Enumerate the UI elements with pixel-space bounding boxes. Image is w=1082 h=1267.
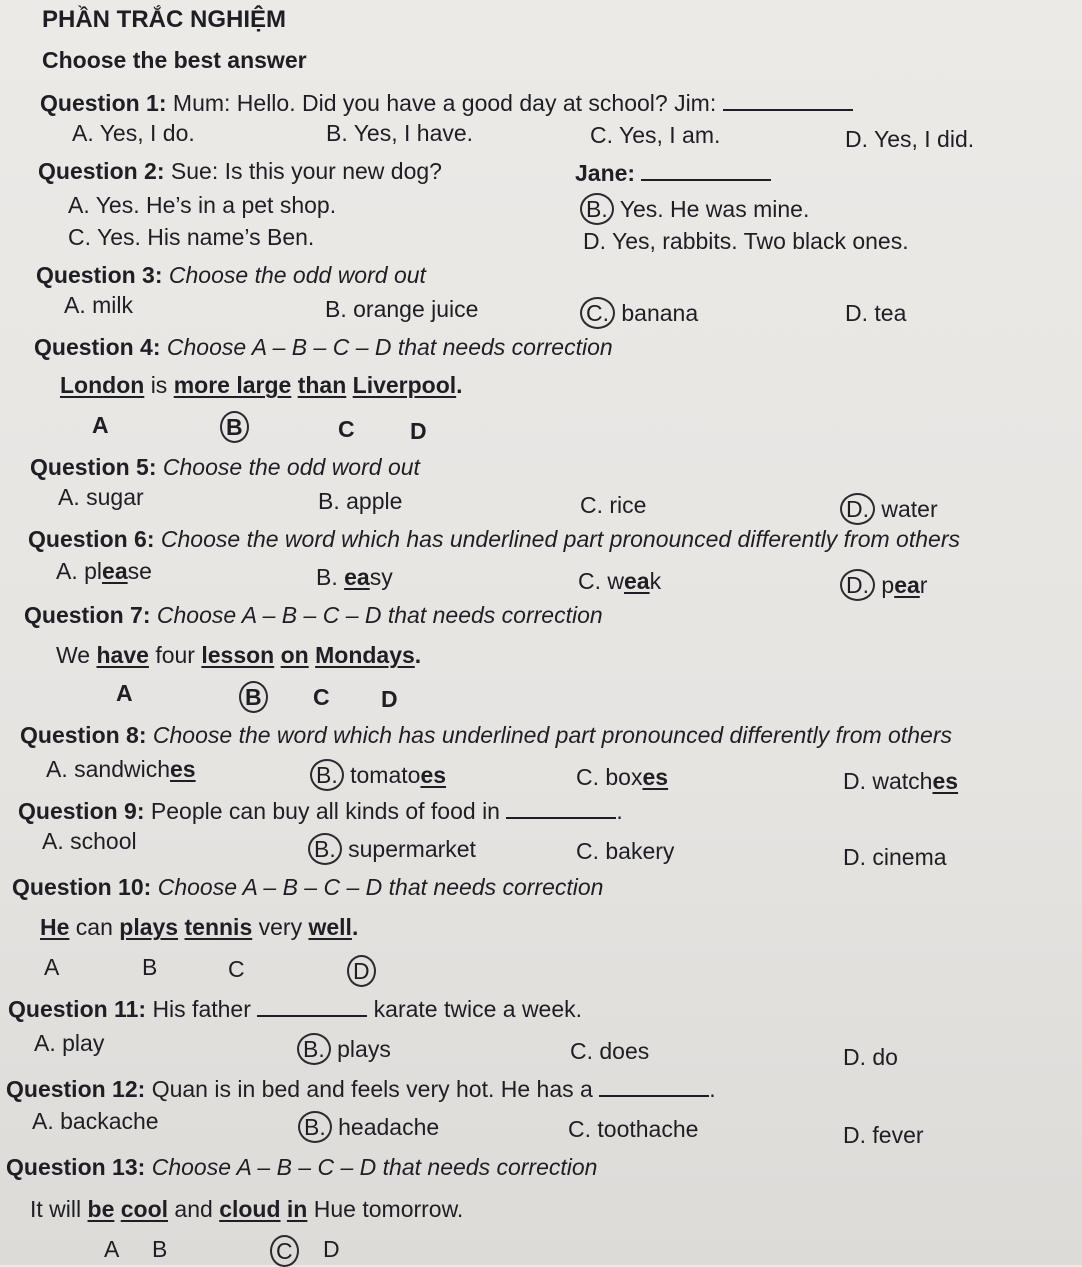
option-b[interactable]: B. orange juice [325,296,479,322]
circle-mark: B. [580,193,614,225]
option-a[interactable]: A. play [34,1030,105,1056]
question-7 [24,601,603,629]
answer-blank [506,799,616,819]
question-text: Choose the odd word out [168,262,426,288]
question-9: Question 9: People can buy all kinds of food in . [18,798,623,824]
label-a[interactable]: A [104,1236,120,1262]
question-number: Question 5: [30,454,157,480]
option-b[interactable] [585,193,809,225]
sentence: We have four lesson on Mondays. [56,642,422,668]
question-text: Choose A – B – C – D that needs correction [151,1154,598,1180]
question-number: Question 12: [6,1076,146,1102]
label-a[interactable]: A [116,680,133,706]
label-d[interactable]: D [410,418,427,444]
option-a[interactable]: A. sandwiches [46,756,196,782]
option-text: Yes. He was mine. [619,196,810,222]
option-b[interactable] [313,833,476,865]
option-b[interactable]: B. Yes, I have. [326,120,474,146]
option-c[interactable]: C. rice [580,492,647,518]
speaker-line [575,159,771,187]
question-text: His father [152,996,251,1022]
label-b[interactable]: B [142,954,158,980]
sentence: London is more large than Liverpool. [60,372,463,398]
option-c[interactable]: C. does [570,1038,650,1064]
option-d[interactable]: D. tea [845,300,907,326]
answer-blank [257,997,367,1017]
page-title: PHẦN TRẮC NGHIỆM [42,6,286,33]
question-text: Mum: Hello. Did you have a good day at school? Jim: [172,90,717,116]
question-5 [30,453,420,481]
option-a[interactable]: A. sugar [58,484,144,510]
option-b[interactable]: B. apple [318,488,403,514]
label-d[interactable]: D [323,1236,340,1262]
option-b[interactable] [303,1111,439,1143]
option-a[interactable]: A. Yes, I do. [72,120,195,146]
option-d[interactable]: D. do [843,1044,898,1070]
question-6 [28,525,960,553]
circle-mark: B. [308,833,342,865]
option-b[interactable]: B. easy [316,564,393,590]
question-number: Question 7: [24,602,151,628]
option-d[interactable]: D. watches [843,768,959,794]
question-text: Sue: Is this your new dog? [170,158,442,184]
question-number: Question 13: [6,1154,146,1180]
option-a[interactable]: A. milk [64,292,133,318]
question-number: Question 2: [38,158,165,184]
question-11: Question 11: His father karate twice a week. [8,996,583,1022]
option-c[interactable] [585,297,698,329]
question-1 [40,89,853,117]
option-text: plays [337,1036,391,1062]
label-c[interactable]: C [338,416,355,442]
circle-mark: B [239,681,268,713]
instructions: Choose the best answer [42,47,307,73]
option-d[interactable]: D. fever [843,1122,924,1148]
label-a[interactable]: A [92,412,109,438]
circle-mark: B. [298,1111,332,1143]
question-text: Quan is in bed and feels very hot. He has a [151,1076,593,1102]
circle-mark: B [220,411,249,443]
question-3 [36,261,426,289]
circle-mark: D. [840,493,875,525]
question-text: Choose A – B – C – D that needs correction [157,874,604,900]
question-number: Question 11: [8,996,147,1022]
question-text: People can buy all kinds of food in [150,798,500,824]
question-13 [6,1153,597,1181]
question-number: Question 8: [20,722,147,748]
question-12: Question 12: Quan is in bed and feels very hot. He has a . [6,1076,716,1102]
option-b[interactable]: B. tomatoes [315,759,446,791]
answer-blank [723,91,853,111]
question-number: Question 10: [12,874,152,900]
option-d[interactable] [845,493,938,525]
option-c[interactable]: C. bakery [576,838,675,864]
option-d[interactable]: D. Yes, rabbits. Two black ones. [583,228,909,254]
option-c[interactable]: C. toothache [568,1116,699,1142]
option-text: banana [621,300,699,326]
label-c[interactable] [275,1235,299,1267]
question-2 [38,157,442,185]
option-d[interactable]: D. pear [845,569,927,601]
label-d[interactable]: D [381,686,398,712]
question-text: Choose A – B – C – D that needs correction [166,334,613,360]
question-number: Question 3: [36,262,163,288]
label-b[interactable]: B [152,1236,168,1262]
circle-mark: B. [310,759,344,791]
question-text: Choose A – B – C – D that needs correction [156,602,603,628]
option-b[interactable] [302,1033,391,1065]
answer-blank [599,1077,709,1097]
option-text: supermarket [348,836,476,862]
label-d[interactable] [352,955,376,987]
option-text: headache [338,1114,440,1140]
option-c[interactable]: C. Yes. His name’s Ben. [68,224,315,250]
answer-blank [641,161,771,181]
question-number: Question 6: [28,526,155,552]
circle-mark: B. [297,1033,331,1065]
option-a[interactable]: A. backache [32,1108,159,1134]
question-number: Question 1: [40,90,167,116]
option-text: water [881,496,938,522]
option-c[interactable]: C. boxes [576,764,669,790]
label-b[interactable] [244,681,268,713]
circle-mark: C. [580,297,615,329]
speaker-label: Jane: [575,160,636,186]
sentence: It will be cool and cloud in Hue tomorrow. [30,1196,464,1222]
question-text: Choose the odd word out [162,454,420,480]
option-c[interactable]: C. weak [578,568,662,594]
circle-mark: D. [840,569,875,601]
label-c[interactable]: C [313,684,330,710]
circle-mark: C [270,1235,299,1267]
question-number: Question 4: [34,334,161,360]
option-d[interactable]: D. cinema [843,844,947,870]
label-b[interactable] [225,411,249,443]
option-c[interactable]: C. Yes, I am. [590,122,721,148]
sentence: He can plays tennis very well. [40,914,359,940]
circle-mark: D [347,955,376,987]
question-text: Choose the word which has underlined part pronounced differently from others [160,526,960,552]
label-c[interactable]: C [228,956,245,982]
question-text: Choose the word which has underlined part pronounced differently from others [152,722,952,748]
question-8 [20,721,952,749]
option-a[interactable]: A. school [42,828,137,854]
label-a[interactable]: A [44,954,60,980]
question-4 [34,333,613,361]
option-a[interactable]: A. Yes. He’s in a pet shop. [68,192,337,218]
question-10 [12,873,603,901]
option-d[interactable]: D. Yes, I did. [845,126,975,152]
option-a[interactable]: A. please [56,558,152,584]
question-number: Question 9: [18,798,145,824]
